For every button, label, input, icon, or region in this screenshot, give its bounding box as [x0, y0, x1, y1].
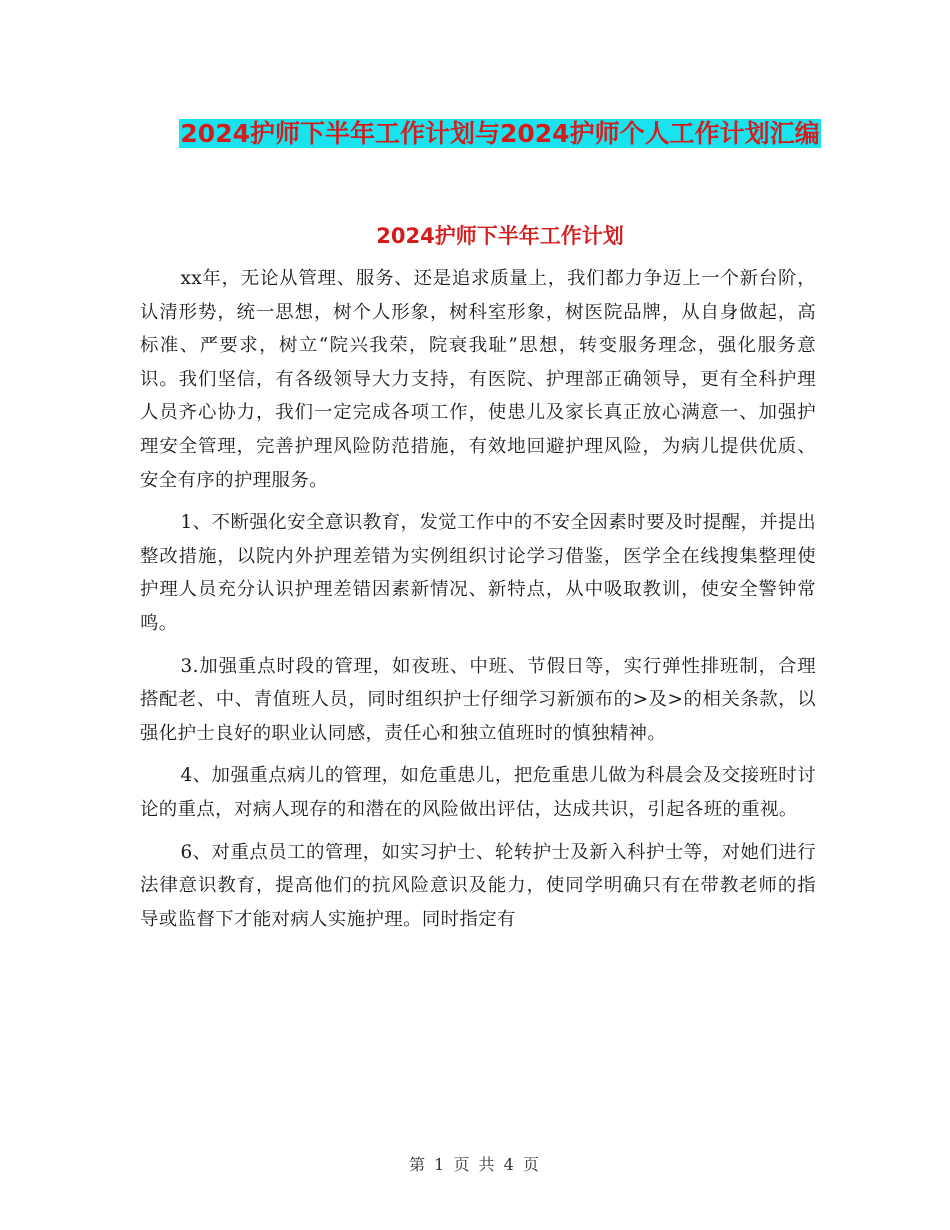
section-title: 2024护师下半年工作计划 — [376, 224, 624, 248]
paragraph: 4、加强重点病儿的管理，如危重患儿，把危重患儿做为科晨会及交接班时讨论的重点，对病人现存的和潜在的风险做出评估，达成共识，引起各班的重视。 — [140, 765, 816, 820]
paragraph: xx年，无论从管理、服务、还是追求质量上，我们都力争迈上一个新台阶，认清形势，统一思想，树个人形象，树科室形象，树医院品牌，从自身做起，高标准、严要求，树立“院兴我荣，院衰我耻”思想，转变服务理念，强化服务意识。我们坚信，有各级领导大力支持，有医院、护理部正确领导，更有全科护理人员齐心协力，我们一定完成各项工作，使患儿及家长真正放心满意一、加强护理安全管理，完善护理风险防范措施，有效地回避护理风险，为病儿提供优质、安全有序的护理服务。 — [140, 268, 816, 491]
paragraph: 3.加强重点时段的管理，如夜班、中班、节假日等，实行弹性排班制，合理搭配老、中、青值班人员，同时组织护士仔细学习新颁布的>及>的相关条款，以强化护士良好的职业认同感，责任心和独立值班时的慎独精神。 — [140, 655, 816, 744]
page-number: 第 1 页 共 4 页 — [409, 1155, 541, 1174]
document-title — [140, 112, 860, 155]
paragraph: 6、对重点员工的管理，如实习护士、轮转护士及新入科护士等，对她们进行法律意识教育，提高他们的抗风险意识及能力，使同学明确只有在带教老师的指导或监督下才能对病人实施护理。同时指定有 — [140, 841, 816, 930]
paragraph: 1、不断强化安全意识教育，发觉工作中的不安全因素时要及时提醒，并提出整改措施，以院内外护理差错为实例组织讨论学习借鉴，医学全在线搜集整理使护理人员充分认识护理差错因素新情况、新特点，从中吸取教训，使安全警钟常鸣。 — [140, 512, 816, 634]
document-title-text: 2024护师下半年工作计划与2024护师个人工作计划汇编 — [180, 119, 820, 148]
document-body — [140, 262, 816, 945]
